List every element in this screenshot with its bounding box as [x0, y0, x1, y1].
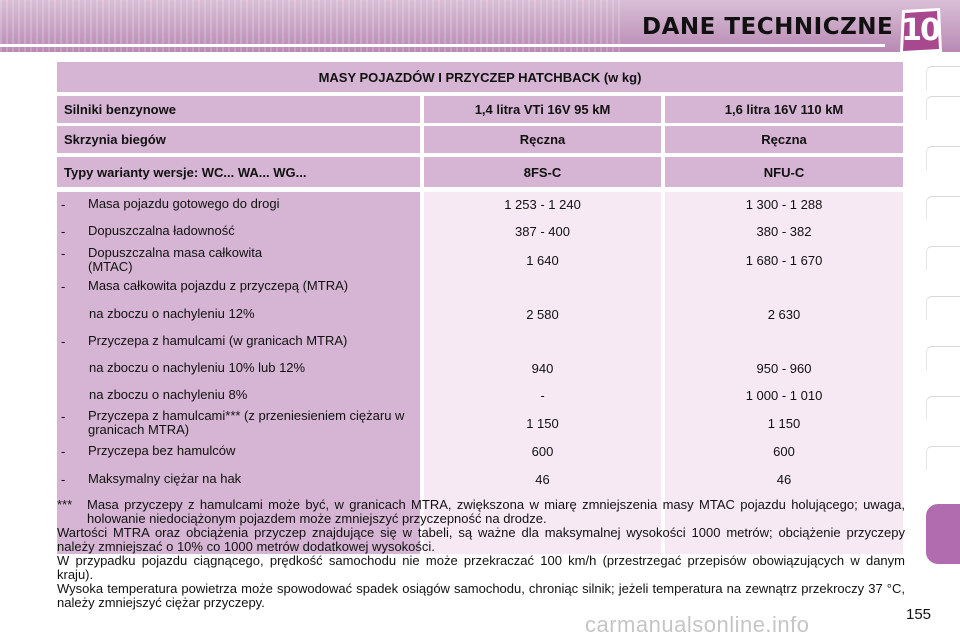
header-col2: Ręczna [665, 126, 903, 153]
header-col2: 1,6 litra 16V 110 kM [665, 96, 903, 123]
row-value-col2: 1 000 - 1 010 [745, 388, 823, 403]
chapter-tab-active[interactable] [926, 504, 960, 564]
row-dash: - [61, 444, 66, 459]
header-col1: Ręczna [424, 126, 661, 153]
row-label: Dopuszczalna ładowność [88, 223, 235, 238]
row-value-col1: 46 [535, 472, 550, 487]
row-value-col2: 950 - 960 [756, 361, 812, 376]
chapter-tab[interactable] [926, 346, 960, 370]
row-label: Przyczepa bez hamulców [88, 443, 236, 458]
row-dash: - [61, 472, 66, 487]
footnote-text: Masa przyczepy z hamulcami może być, w granicach MTRA, zwiększona w miarę zmniejszenia masy MTAC pojazdu holującego; uwaga, holowanie niedociążonym pojazdem może zmniejszyć przyczepność na drodze. [87, 497, 905, 526]
watermark: carmanualsonline.info [585, 612, 810, 637]
row-label: Masa pojazdu gotowego do drogi [88, 196, 280, 211]
row-dash: - [61, 197, 66, 212]
header-col1: 8FS-C [424, 157, 661, 187]
page-title: DANE TECHNICZNE [642, 14, 894, 40]
row-label: Masa całkowita pojazdu z przyczepą (MTRA) [88, 278, 349, 293]
table-header-row [57, 126, 903, 153]
row-value-col1: 2 580 [526, 307, 559, 322]
row-value-col2: 1 150 [767, 416, 801, 431]
row-value-col2: 2 630 [767, 307, 801, 322]
row-value-col1: 387 - 400 [515, 224, 570, 239]
chapter-tab[interactable] [926, 146, 960, 170]
chapter-tab[interactable] [926, 96, 960, 120]
row-label: Dopuszczalna masa całkowita (MTAC) [88, 245, 263, 274]
row-dash: - [61, 279, 66, 294]
row-label: na zboczu o nachyleniu 10% lub 12% [89, 360, 306, 375]
footnote-marker: *** [57, 497, 73, 512]
row-value-col1: 1 640 [526, 253, 559, 268]
row-value-col1: 1 253 - 1 240 [504, 197, 581, 212]
header-label: Silniki benzynowe [57, 96, 420, 123]
row-value-col1: 600 [531, 444, 554, 459]
table-header-row [57, 157, 903, 187]
header-label: Typy warianty wersje: WC... WA... WG... [57, 157, 420, 187]
page-number: 155 [906, 606, 932, 623]
row-label: Maksymalny ciężar na hak [88, 471, 242, 486]
chapter-tab[interactable] [926, 396, 960, 420]
row-label: Przyczepa z hamulcami (w granicach MTRA) [88, 333, 348, 348]
chapter-tab[interactable] [926, 196, 960, 220]
row-value-col1: 940 [531, 361, 554, 376]
header-col1: 1,4 litra VTi 16V 95 kM [424, 96, 661, 123]
row-dash: - [61, 246, 66, 261]
header-underline [0, 44, 885, 47]
header-label: Skrzynia biegów [57, 126, 420, 153]
row-label: Przyczepa z hamulcami*** (z przeniesieniem ciężaru w granicach MTRA) [88, 408, 405, 437]
note-paragraph: Wysoka temperatura powietrza może spowodować spadek osiągów samochodu, chroniąc silnik; jeżeli temperatura na zewnątrz przekroczy 37 °C, należy zmniejszyć ciężar przyczepy. [57, 581, 905, 610]
table-header-row [57, 96, 903, 123]
row-dash: - [61, 334, 66, 349]
header-col2: NFU-C [665, 157, 903, 187]
note-paragraph: W przypadku pojazdu ciągnącego, prędkość samochodu nie może przekraczać 100 km/h (przestrzegać przepisów obowiązujących w danym kraju). [57, 553, 905, 582]
row-value-col2: 1 680 - 1 670 [745, 253, 823, 268]
footnote [57, 498, 905, 525]
chapter-tab[interactable] [926, 446, 960, 470]
row-dash: - [61, 409, 66, 424]
table-title-row [57, 62, 903, 92]
row-value-col2: 380 - 382 [756, 224, 812, 239]
note-paragraph: Wartości MTRA oraz obciążenia przyczep znajdujące się w tabeli, są ważne dla maksymalnej wysokości 1000 metrów; obciążenie przyczepy należy zmniejszać o 10% co 1000 metrów dodatkowej wysokości. [57, 525, 905, 554]
row-value-col2: 600 [773, 444, 795, 459]
chapter-tab[interactable] [926, 296, 960, 320]
chapter-number: 10 [901, 13, 939, 48]
row-dash: - [61, 224, 66, 239]
row-value-col2: 1 300 - 1 288 [745, 197, 823, 212]
chapter-tab[interactable] [926, 66, 960, 90]
row-value-col1: 1 150 [526, 416, 559, 431]
row-value-col2: 46 [776, 472, 792, 487]
row-label: na zboczu o nachyleniu 12% [89, 306, 255, 321]
row-value-col1: - [540, 388, 545, 403]
row-label: na zboczu o nachyleniu 8% [89, 387, 248, 402]
table-title: MASY POJAZDÓW I PRZYCZEP HATCHBACK (w kg) [57, 62, 903, 92]
chapter-tab[interactable] [926, 246, 960, 270]
